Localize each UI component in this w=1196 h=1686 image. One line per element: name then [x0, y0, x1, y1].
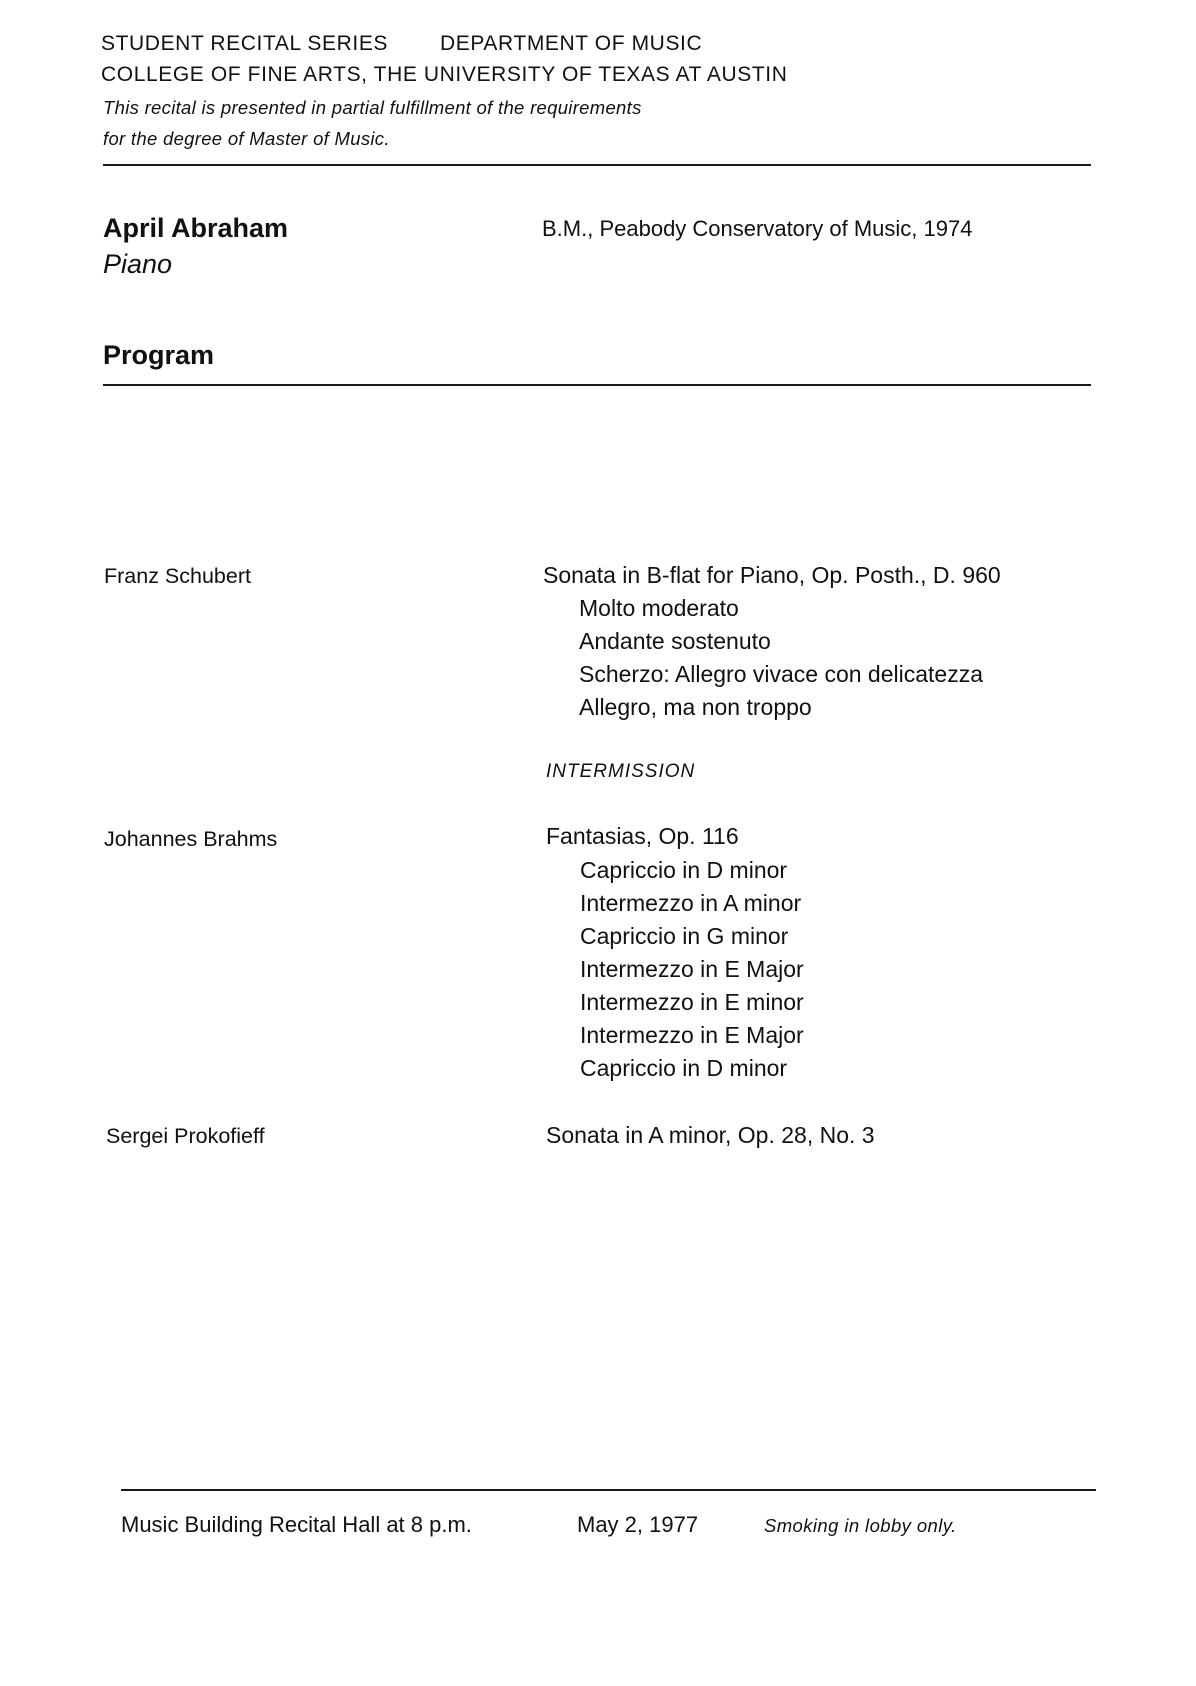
- movement-item: Intermezzo in A minor: [580, 890, 802, 916]
- footer-location: Music Building Recital Hall at 8 p.m.: [121, 1512, 472, 1537]
- department-title: DEPARTMENT OF MUSIC: [440, 32, 703, 55]
- work-prokofieff-sonata: Sonata in A minor, Op. 28, No. 3: [546, 1122, 875, 1148]
- movement-item: Intermezzo in E Major: [580, 1022, 804, 1048]
- brahms-movements: [580, 854, 804, 1085]
- intermission-label: INTERMISSION: [546, 761, 696, 782]
- fulfillment-note-line2: for the degree of Master of Music.: [103, 128, 390, 149]
- program-divider: [103, 384, 1091, 386]
- header-divider: [103, 164, 1091, 166]
- composer-brahms: Johannes Brahms: [104, 827, 278, 851]
- footer-smoking-note: Smoking in lobby only.: [764, 1515, 957, 1536]
- movement-item: Capriccio in D minor: [580, 1055, 788, 1081]
- footer-date: May 2, 1977: [577, 1512, 699, 1537]
- work-brahms-fantasias: Fantasias, Op. 116: [546, 823, 739, 849]
- composer-prokofieff: Sergei Prokofieff: [106, 1124, 265, 1148]
- composer-schubert: Franz Schubert: [104, 564, 251, 588]
- movement-item: Capriccio in G minor: [580, 923, 789, 949]
- performer-name: April Abraham: [103, 213, 289, 243]
- series-title: STUDENT RECITAL SERIES: [101, 32, 389, 55]
- work-schubert-sonata: Sonata in B-flat for Piano, Op. Posth., D. 960: [543, 562, 1001, 588]
- movement-item: Molto moderato: [579, 595, 739, 621]
- performer-instrument: Piano: [103, 249, 173, 279]
- footer-divider: [121, 1489, 1096, 1491]
- movement-item: Scherzo: Allegro vivace con delicatezza: [579, 661, 983, 687]
- fulfillment-note-line1: This recital is presented in partial fulfillment of the requirements: [103, 97, 642, 118]
- movement-item: Andante sostenuto: [579, 628, 771, 654]
- movement-item: Intermezzo in E Major: [580, 956, 804, 982]
- movement-item: Allegro, ma non troppo: [579, 694, 812, 720]
- schubert-movements: [579, 592, 983, 724]
- college-title: COLLEGE OF FINE ARTS, THE UNIVERSITY OF TEXAS AT AUSTIN: [101, 63, 788, 86]
- program-heading: Program: [103, 340, 215, 370]
- movement-item: Capriccio in D minor: [580, 857, 788, 883]
- performer-degree: B.M., Peabody Conservatory of Music, 1974: [542, 216, 973, 241]
- movement-item: Intermezzo in E minor: [580, 989, 804, 1015]
